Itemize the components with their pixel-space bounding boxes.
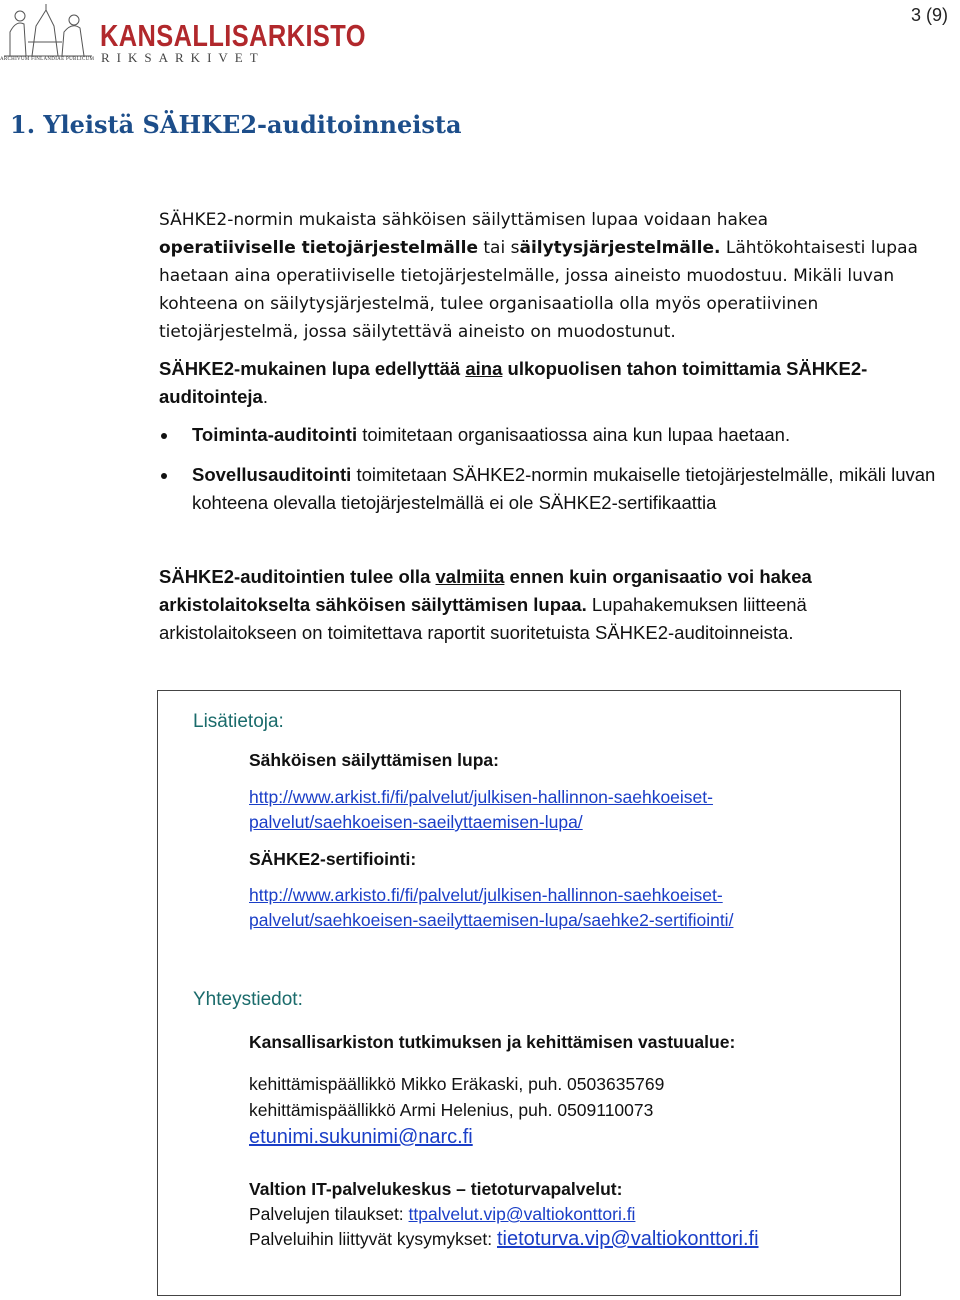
- questions-email-link[interactable]: tietoturva.vip@valtiokonttori.fi: [497, 1228, 759, 1250]
- logo-emblem-icon: [2, 2, 94, 58]
- additional-info-heading: Lisätietoja:: [193, 711, 284, 732]
- paragraph-completion: SÄHKE2-auditointien tulee olla valmiita ennen kuin organisaatio voi hakea arkistolaitokselta sähköisen säilyttämisen lupaa. Lupahakemuksen liitteenä arkistolaitokseen on toimitettava raportit suoritetuista SÄHKE2-auditoinneista.: [159, 566, 812, 643]
- paragraph-requirement: SÄHKE2-mukainen lupa edellyttää aina ulkopuolisen tahon toimittamia SÄHKE2-auditointeja.: [159, 358, 868, 407]
- logo-motto: ARCHIVUM FINLANDIAE PUBLICUM: [0, 57, 95, 62]
- contact-heading: Yhteystiedot:: [193, 989, 303, 1010]
- license-title: Sähköisen säilyttämisen lupa:: [249, 750, 499, 770]
- section-heading: 1. Yleistä SÄHKE2-auditoinneista: [10, 110, 462, 139]
- bullet-icon: [161, 473, 167, 479]
- list-item: Sovellusauditointi toimitetaan SÄHKE2-normin mukaiselle tietojärjestelmälle, mikäli luvan kohteena olevalla tietojärjestelmällä ei ole SÄHKE2-sertifikaattia: [159, 461, 939, 517]
- archive-logo: [0, 0, 366, 70]
- list-item: Toiminta-auditointi toimitetaan organisaatiossa aina kun lupaa haetaan.: [159, 421, 939, 449]
- license-link[interactable]: http://www.arkist.fi/fi/palvelut/julkisen-hallinnon-saehkoeiset- palvelut/saehkoeisen-saeilyttaemisen-lupa/: [249, 787, 713, 832]
- email-link[interactable]: etunimi.sukunimi@narc.fi: [249, 1126, 473, 1148]
- certification-link[interactable]: http://www.arkisto.fi/fi/palvelut/julkisen-hallinnon-saehkoeiset- palvelut/saehkoeisen-saeilyttaemisen-lupa/saehke2-sertifiointi/: [249, 885, 734, 930]
- logo-name: KANSALLISARKISTO: [100, 18, 366, 53]
- orders-email-link[interactable]: ttpalvelut.vip@valtiokonttori.fi: [408, 1204, 636, 1224]
- page-number: 3 (9): [910, 5, 948, 25]
- info-box: [157, 690, 901, 1296]
- valtion-it-title: Valtion IT-palvelukeskus – tietoturvapalvelut:: [249, 1179, 623, 1199]
- contact-person-1: kehittämispäällikkö Mikko Eräkaski, puh. 0503635769: [249, 1074, 665, 1094]
- national-archives-contact-title: Kansallisarkiston tutkimuksen ja kehittämisen vastuualue:: [249, 1032, 736, 1052]
- logo-subtitle: RIKSARKIVET: [101, 50, 265, 65]
- contact-person-2: kehittämispäällikkö Armi Helenius, puh. 0509110073: [249, 1100, 654, 1120]
- certification-title: SÄHKE2-sertifiointi:: [249, 849, 417, 869]
- orders-line: Palvelujen tilaukset: ttpalvelut.vip@valtiokonttori.fi: [249, 1204, 636, 1224]
- audit-type-list: [159, 421, 939, 529]
- questions-line: Palveluihin liittyvät kysymykset: tietoturva.vip@valtiokonttori.fi: [249, 1228, 759, 1250]
- bullet-icon: [161, 433, 167, 439]
- paragraph-intro: SÄHKE2-normin mukaista sähköisen säilyttämisen lupaa voidaan hakea operatiiviselle tietojärjestelmälle tai säilytysjärjestelmälle. Lähtökohtaisesti lupaa haetaan aina operatiiviselle tietojärjestelmälle, jossa aineisto muodostuu. Mikäli luvan kohteena on säilytysjärjestelmä, tulee organisaatiolla olla myös operatiivinen tietojärjestelmä, jossa säilytettävä aineisto on muodostunut.: [159, 210, 918, 342]
